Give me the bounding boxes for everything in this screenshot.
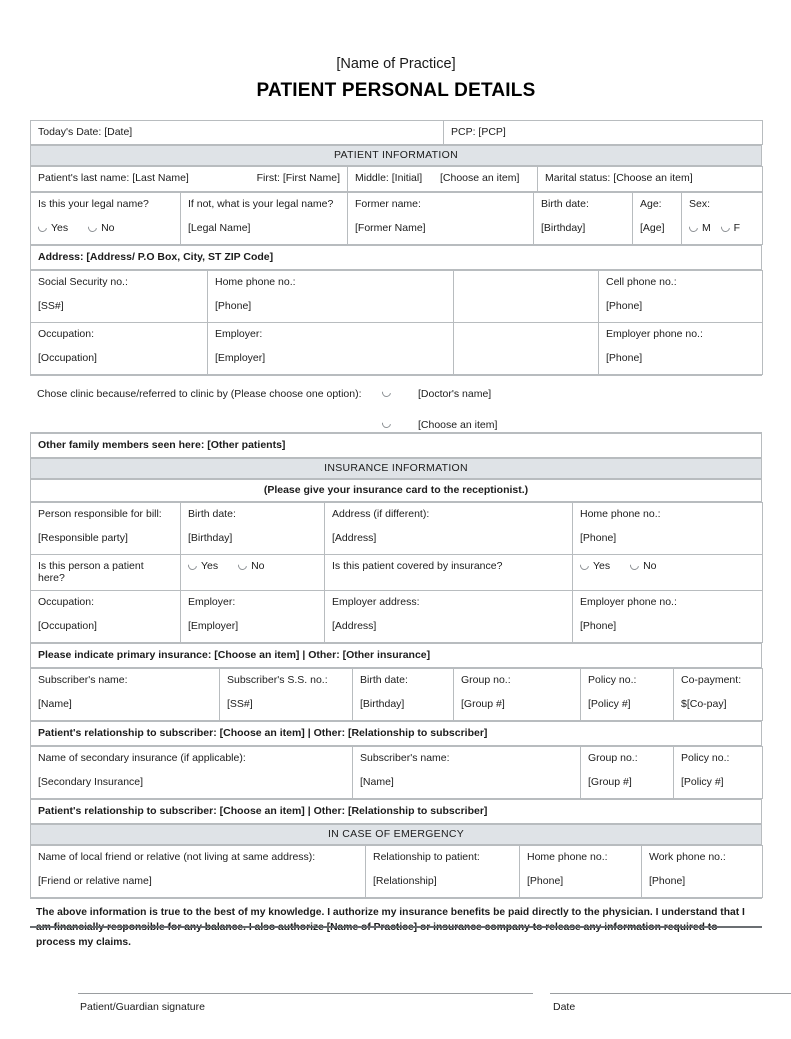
page-title: PATIENT PERSONAL DETAILS [256,80,536,102]
table-row [31,721,762,745]
emergency-work-phone-cell[interactable] [642,845,763,897]
table-row [31,146,762,166]
patient-name-cell[interactable] [31,167,348,192]
table-row [31,845,763,897]
attestation-cell [30,898,762,958]
subscriber-name-label: Subscriber's name: [38,673,128,686]
emergency-work-phone-label: Work phone no.: [649,850,726,863]
subscriber-name-value: [Name] [38,697,72,710]
ssn-cell[interactable] [31,271,208,323]
responsible-home-phone-label: Home phone no.: [580,507,661,520]
table-row [31,246,762,270]
pcp-cell[interactable] [444,121,763,145]
referral-question-label: Chose clinic because/referred to clinic by (Please choose one option): [37,388,362,401]
spacer-cell [454,323,599,375]
referral-option-1-label: [Doctor's name] [418,388,492,401]
insurance-information-banner [30,458,762,479]
home-phone-cell[interactable] [208,271,454,323]
responsible-birth-date-value: [Birthday] [188,531,233,544]
if-not-legal-name-label: If not, what is your legal name? [188,198,334,211]
cell-phone-label: Cell phone no.: [606,276,677,289]
other-family-cell[interactable] [31,434,762,458]
radio-circle-icon[interactable] [86,222,99,235]
age-value: [Age] [640,222,665,235]
table-row [31,590,763,642]
date-line[interactable] [550,993,791,994]
radio-circle-icon[interactable] [36,222,49,235]
employer-label: Employer: [215,328,263,341]
subscriber-table [30,668,763,721]
radio-circle-icon[interactable] [687,222,700,235]
legal-name-yes-option[interactable] [38,222,68,234]
referral-option-1-radio[interactable] [382,387,391,399]
if-not-legal-name-value: [Legal Name] [188,222,251,235]
insurance-employer-address-label: Employer address: [332,595,420,608]
age-label: Age: [640,198,662,211]
secondary-subscriber-name-value: [Name] [360,775,394,788]
section-title-insurance-information: INSURANCE INFORMATION [31,459,762,479]
insurance-employer-label: Employer: [188,595,236,608]
copayment-label: Co-payment: [681,673,742,686]
responsible-party-table [30,502,763,643]
form-sheet [30,0,762,1039]
is-patient-here-radio-cell[interactable] [181,554,325,590]
address-table [30,245,762,270]
referral-table [30,375,762,433]
copayment-value: $[Co-pay] [681,697,727,710]
covered-by-insurance-label: Is this patient covered by insurance? [332,559,503,572]
insurance-employer-phone-value: [Phone] [580,619,617,632]
sex-cell [682,193,763,245]
emergency-relationship-value: [Relationship] [373,874,437,887]
other-family-label: Other family members seen here: [Other patients] [38,439,286,452]
date-caption: Date [553,1000,576,1013]
table-row [31,824,762,844]
employer-value: [Employer] [215,352,266,365]
employer-cell[interactable] [208,323,454,375]
cell-phone-value: [Phone] [606,300,643,313]
relationship-to-subscriber-label-2: Patient's relationship to subscriber: [Choose an item] | Other: [Relationship to subscriber] [38,804,488,817]
address-label: Address: [Address/ P.O Box, City, ST ZIP Code] [38,251,274,264]
insurance-note-table [30,479,762,501]
patient-name-table [30,166,763,192]
sex-radio-group[interactable] [689,222,755,234]
responsible-address-label: Address (if different): [332,507,430,520]
patient-information-banner [30,145,762,166]
emergency-name-cell[interactable] [31,845,366,897]
insurance-occupation-value: [Occupation] [38,619,97,632]
relationship-to-subscriber-table-2 [30,799,762,824]
responsible-party-cell[interactable] [31,502,181,554]
birth-date-value: [Birthday] [541,222,586,235]
table-row [31,668,763,720]
primary-insurance-table [30,643,762,668]
secondary-insurance-label: Name of secondary insurance (if applicable): [38,751,246,764]
last-name-label: Patient's last name: [Last Name] [38,172,189,185]
is-patient-here-no-option[interactable] [238,560,264,572]
ssn-value: [SS#] [38,300,64,313]
emergency-relationship-cell[interactable] [366,845,520,897]
attestation-table [30,898,762,959]
practice-name: [Name of Practice] [336,56,456,72]
legal-name-no-label: No [101,222,115,235]
table-row [31,502,763,554]
signature-area [30,993,762,1039]
emergency-relationship-label: Relationship to patient: [373,850,480,863]
home-phone-label: Home phone no.: [215,276,296,289]
group-no-value: [Group #] [461,697,505,710]
relationship-to-subscriber-cell-1[interactable] [31,721,762,745]
insurance-employer-phone-label: Employer phone no.: [580,595,677,608]
policy-no-cell[interactable] [581,668,674,720]
covered-yes-label: Yes [593,559,611,572]
covered-by-insurance-radio-cell[interactable] [573,554,763,590]
legal-name-yes-label: Yes [51,222,69,235]
relationship-to-subscriber-table-1 [30,721,762,746]
table-row [31,434,762,458]
attestation-text: The above information is true to the best of my knowledge. I authorize my insurance benefits be paid directly to the physician. I understand that I am financially responsible for any balance. I also authorize [Name of Practice] or insurance company to release any information required to process my claims. [36,906,745,948]
legal-name-question-cell [31,193,181,245]
referral-inner [30,376,762,432]
table-row [31,746,763,798]
employer-phone-value: [Phone] [606,352,643,365]
table-row [31,323,763,375]
table-row [30,376,762,433]
primary-insurance-cell[interactable] [31,643,762,667]
table-row [31,643,762,667]
todays-date-label: Today's Date: [Date] [38,126,133,139]
secondary-policy-no-label: Policy no.: [681,751,730,764]
marital-status-label: Marital status: [Choose an item] [545,172,693,185]
signature-line[interactable] [78,993,533,994]
occupation-value: [Occupation] [38,352,97,365]
secondary-policy-no-cell[interactable] [674,746,763,798]
table-row [31,554,763,590]
secondary-group-no-value: [Group #] [588,775,632,788]
legal-name-question-label: Is this your legal name? [38,198,149,211]
covered-no-label: No [643,559,657,572]
radio-circle-icon[interactable] [719,222,732,235]
legal-name-table [30,192,763,245]
policy-no-value: [Policy #] [588,697,631,710]
middle-initial-label: Middle: [Initial] [355,172,423,185]
section-title-patient-information: PATIENT INFORMATION [31,146,762,166]
insurance-occupation-label: Occupation: [38,595,95,608]
employer-phone-cell[interactable] [599,323,763,375]
middle-choose-dropdown[interactable]: [Choose an item] [440,172,520,185]
is-patient-here-label: Is this person a patient here? [38,559,144,584]
if-not-legal-name-cell[interactable] [181,193,348,245]
subscriber-birth-date-value: [Birthday] [360,697,405,710]
section-title-in-case-of-emergency: IN CASE OF EMERGENCY [31,824,762,844]
radio-circle-icon[interactable] [380,418,393,431]
group-no-label: Group no.: [461,673,511,686]
legal-name-no-option[interactable] [88,222,114,234]
emergency-work-phone-value: [Phone] [649,874,686,887]
responsible-home-phone-cell[interactable] [573,502,763,554]
group-no-cell[interactable] [454,668,581,720]
legal-name-radio-group[interactable] [38,222,173,234]
other-family-table [30,433,762,458]
secondary-subscriber-name-label: Subscriber's name: [360,751,450,764]
sex-label: Sex: [689,198,711,211]
occupation-label: Occupation: [38,328,95,341]
middle-name-cell[interactable] [348,167,538,192]
copayment-cell[interactable] [674,668,763,720]
covered-by-insurance-question-cell [325,554,573,590]
first-name-label: First: [First Name] [256,172,340,185]
former-name-label: Former name: [355,198,421,211]
employer-phone-label: Employer phone no.: [606,328,703,341]
covered-yes-option[interactable] [580,560,610,572]
spacer-cell [454,271,599,323]
secondary-subscriber-name-cell[interactable] [353,746,581,798]
subscriber-ssn-value: [SS#] [227,697,253,710]
address-cell[interactable] [31,246,762,270]
is-patient-here-no-label: No [251,559,265,572]
referral-cell [30,376,762,433]
secondary-group-no-label: Group no.: [588,751,638,764]
secondary-group-no-cell[interactable] [581,746,674,798]
is-patient-here-yes-option[interactable] [188,560,218,572]
insurance-employer-address-value: [Address] [332,619,377,632]
relationship-to-subscriber-label-1: Patient's relationship to subscriber: [Choose an item] | Other: [Relationship to subscriber] [38,726,488,739]
policy-no-label: Policy no.: [588,673,637,686]
insurance-employer-phone-cell[interactable] [573,590,763,642]
table-row [30,898,762,958]
insurance-note-label: (Please give your insurance card to the receptionist.) [31,480,762,501]
emergency-home-phone-cell[interactable] [520,845,642,897]
former-name-value: [Former Name] [355,222,426,235]
table-row [31,121,763,145]
table-row [31,459,762,479]
cell-phone-cell[interactable] [599,271,763,323]
radio-circle-icon[interactable] [186,559,199,572]
date-pcp-table [30,120,763,145]
ssn-label: Social Security no.: [38,276,128,289]
secondary-insurance-value: [Secondary Insurance] [38,775,144,788]
referral-option-2-dropdown[interactable]: [Choose an item] [418,419,498,432]
responsible-party-value: [Responsible party] [38,531,128,544]
birth-date-cell[interactable] [534,193,633,245]
age-cell[interactable] [633,193,682,245]
sex-female-option[interactable] [721,222,740,234]
responsible-address-cell[interactable] [325,502,573,554]
table-row [31,799,762,823]
responsible-party-label: Person responsible for bill: [38,507,162,520]
radio-circle-icon[interactable] [628,559,641,572]
home-phone-value: [Phone] [215,300,252,313]
pcp-label: PCP: [PCP] [451,126,506,139]
table-row [31,271,763,323]
contact-table [30,270,763,375]
sex-male-label: M [702,222,711,235]
subscriber-birth-date-label: Birth date: [360,673,408,686]
table-row [31,167,763,192]
covered-no-option[interactable] [630,560,656,572]
radio-circle-icon[interactable] [236,559,249,572]
subscriber-birth-date-cell[interactable] [353,668,454,720]
birth-date-label: Birth date: [541,198,589,211]
todays-date-cell[interactable] [31,121,444,145]
relationship-to-subscriber-cell-2[interactable] [31,799,762,823]
signature-caption: Patient/Guardian signature [80,1000,205,1013]
subscriber-name-cell[interactable] [31,668,220,720]
radio-circle-icon[interactable] [380,387,393,400]
emergency-home-phone-value: [Phone] [527,874,564,887]
emergency-name-value: [Friend or relative name] [38,874,152,887]
insurance-employer-cell[interactable] [181,590,325,642]
secondary-insurance-table [30,746,763,799]
referral-option-2-radio[interactable] [382,418,391,430]
footer-rule [30,926,762,928]
marital-status-cell[interactable] [538,167,763,192]
insurance-employer-address-cell[interactable] [325,590,573,642]
is-patient-here-yes-label: Yes [201,559,219,572]
sex-male-option[interactable] [689,222,711,234]
subscriber-ssn-label: Subscriber's S.S. no.: [227,673,328,686]
responsible-birth-date-label: Birth date: [188,507,236,520]
subscriber-ssn-cell[interactable] [220,668,353,720]
insurance-employer-value: [Employer] [188,619,239,632]
emergency-banner [30,824,762,845]
responsible-birth-date-cell[interactable] [181,502,325,554]
table-row [31,193,763,245]
secondary-policy-no-value: [Policy #] [681,775,724,788]
primary-insurance-label: Please indicate primary insurance: [Choose an item] | Other: [Other insurance] [38,648,431,661]
responsible-address-value: [Address] [332,531,377,544]
emergency-home-phone-label: Home phone no.: [527,850,608,863]
occupation-cell[interactable] [31,323,208,375]
emergency-contact-table [30,845,763,898]
responsible-home-phone-value: [Phone] [580,531,617,544]
table-row [31,480,762,501]
form-header [30,0,762,102]
emergency-name-label: Name of local friend or relative (not living at same address): [38,850,316,863]
sex-female-label: F [733,222,741,235]
is-patient-here-question-cell [31,554,181,590]
secondary-insurance-cell[interactable] [31,746,353,798]
insurance-occupation-cell[interactable] [31,590,181,642]
former-name-cell[interactable] [348,193,534,245]
radio-circle-icon[interactable] [578,559,591,572]
